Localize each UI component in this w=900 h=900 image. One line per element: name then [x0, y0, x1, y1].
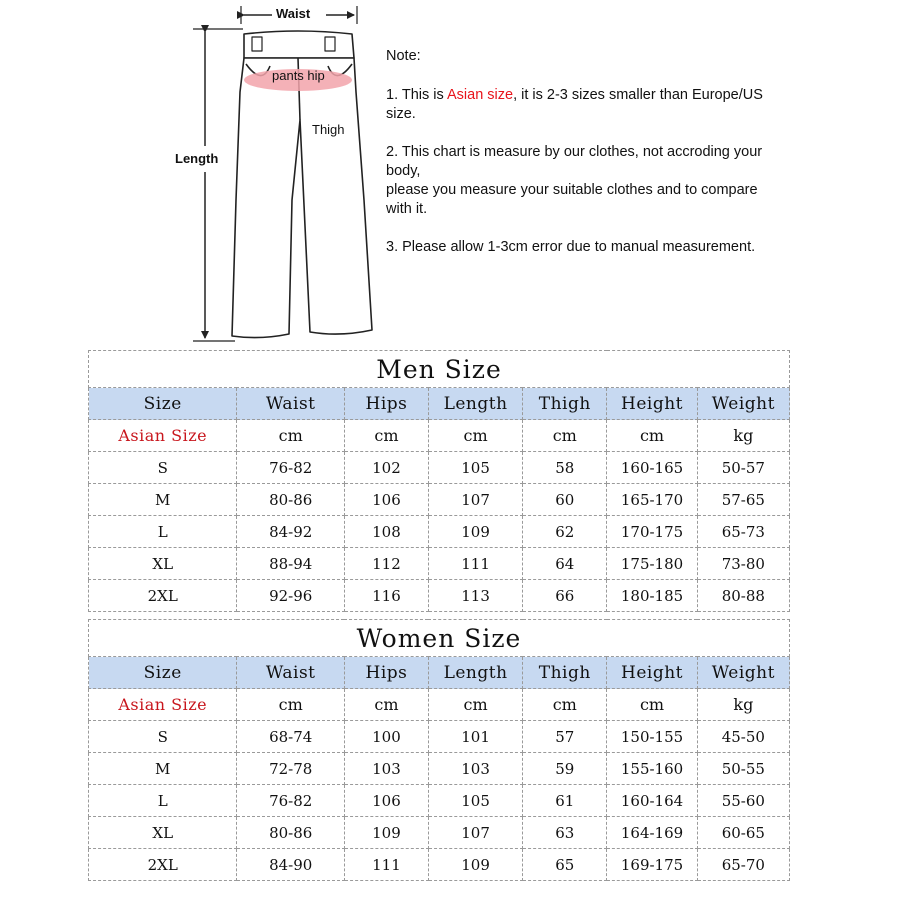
value-cell: 76-82: [237, 452, 345, 484]
value-cell: 50-57: [697, 452, 789, 484]
value-cell: 112: [344, 548, 428, 580]
note-2-text-cont: please you measure your suitable clothes and to compare with it.: [386, 182, 758, 217]
table-row: [89, 721, 790, 753]
column-header: Size: [89, 657, 237, 689]
unit-row: [89, 420, 790, 452]
unit-cell: cm: [344, 420, 428, 452]
value-cell: 160-165: [607, 452, 697, 484]
unit-cell: cm: [237, 420, 345, 452]
value-cell: 180-185: [607, 580, 697, 612]
women-size-table: [88, 619, 790, 881]
column-header: Thigh: [523, 388, 607, 420]
column-header: Waist: [237, 388, 345, 420]
value-cell: 50-55: [697, 753, 789, 785]
table-row: [89, 753, 790, 785]
value-cell: 88-94: [237, 548, 345, 580]
column-header: Length: [428, 388, 522, 420]
column-header: Waist: [237, 657, 345, 689]
value-cell: 45-50: [697, 721, 789, 753]
pants-diagram: [0, 0, 380, 350]
value-cell: 169-175: [607, 849, 697, 881]
note-1-asian-size: Asian size: [446, 87, 514, 103]
value-cell: 105: [428, 452, 522, 484]
unit-cell: cm: [607, 689, 697, 721]
table-row: [89, 484, 790, 516]
value-cell: 57-65: [697, 484, 789, 516]
value-cell: 61: [523, 785, 607, 817]
size-cell: 2XL: [89, 580, 237, 612]
column-header: Height: [607, 657, 697, 689]
column-header: Height: [607, 388, 697, 420]
value-cell: 106: [344, 785, 428, 817]
waist-label: Waist: [276, 6, 311, 21]
value-cell: 111: [428, 548, 522, 580]
table-row: [89, 580, 790, 612]
column-header: Length: [428, 657, 522, 689]
unit-cell: kg: [697, 420, 789, 452]
header-row: [89, 657, 790, 689]
value-cell: 109: [428, 849, 522, 881]
value-cell: 101: [428, 721, 522, 753]
column-header: Hips: [344, 657, 428, 689]
value-cell: 80-86: [237, 817, 345, 849]
value-cell: 65-70: [697, 849, 789, 881]
value-cell: 84-92: [237, 516, 345, 548]
value-cell: 103: [344, 753, 428, 785]
value-cell: 59: [523, 753, 607, 785]
note-1-text-end: , it is 2-3 sizes smaller than Europe/US size.: [386, 87, 763, 122]
column-header: Hips: [344, 388, 428, 420]
value-cell: 113: [428, 580, 522, 612]
value-cell: 62: [523, 516, 607, 548]
size-cell: XL: [89, 548, 237, 580]
value-cell: 55-60: [697, 785, 789, 817]
table-row: [89, 548, 790, 580]
value-cell: 164-169: [607, 817, 697, 849]
note-3: 3. Please allow 1-3cm error due to manual measurement.: [386, 239, 756, 255]
men-table-title: Men Size: [89, 351, 790, 388]
value-cell: 150-155: [607, 721, 697, 753]
value-cell: 107: [428, 484, 522, 516]
asian-size-label: Asian Size: [89, 689, 237, 721]
value-cell: 100: [344, 721, 428, 753]
value-cell: 76-82: [237, 785, 345, 817]
note-2: [386, 143, 766, 219]
value-cell: 84-90: [237, 849, 345, 881]
size-cell: L: [89, 785, 237, 817]
value-cell: 72-78: [237, 753, 345, 785]
size-cell: S: [89, 721, 237, 753]
value-cell: 57: [523, 721, 607, 753]
value-cell: 80-86: [237, 484, 345, 516]
value-cell: 65: [523, 849, 607, 881]
value-cell: 66: [523, 580, 607, 612]
value-cell: 65-73: [697, 516, 789, 548]
unit-cell: cm: [237, 689, 345, 721]
unit-cell: cm: [428, 689, 522, 721]
value-cell: 155-160: [607, 753, 697, 785]
men-size-table: [88, 350, 790, 612]
unit-cell: cm: [344, 689, 428, 721]
value-cell: 175-180: [607, 548, 697, 580]
value-cell: 108: [344, 516, 428, 548]
value-cell: 160-164: [607, 785, 697, 817]
value-cell: 170-175: [607, 516, 697, 548]
value-cell: 103: [428, 753, 522, 785]
unit-cell: cm: [523, 420, 607, 452]
column-header: Size: [89, 388, 237, 420]
size-cell: L: [89, 516, 237, 548]
unit-cell: kg: [697, 689, 789, 721]
size-cell: 2XL: [89, 849, 237, 881]
column-header: Weight: [697, 657, 789, 689]
women-table-title: Women Size: [89, 620, 790, 657]
note-2-text: 2. This chart is measure by our clothes, not accroding your body,: [386, 144, 763, 179]
size-cell: M: [89, 484, 237, 516]
value-cell: 107: [428, 817, 522, 849]
value-cell: 58: [523, 452, 607, 484]
size-cell: M: [89, 753, 237, 785]
value-cell: 80-88: [697, 580, 789, 612]
unit-cell: cm: [523, 689, 607, 721]
asian-size-label: Asian Size: [89, 420, 237, 452]
value-cell: 92-96: [237, 580, 345, 612]
value-cell: 106: [344, 484, 428, 516]
notes-title: Note:: [386, 48, 421, 64]
value-cell: 102: [344, 452, 428, 484]
value-cell: 165-170: [607, 484, 697, 516]
unit-cell: cm: [428, 420, 522, 452]
unit-row: [89, 689, 790, 721]
pants-hip-label: pants hip: [272, 68, 325, 83]
value-cell: 64: [523, 548, 607, 580]
value-cell: 116: [344, 580, 428, 612]
thigh-label: Thigh: [312, 122, 345, 137]
notes-block: [386, 47, 766, 276]
table-row: [89, 817, 790, 849]
value-cell: 68-74: [237, 721, 345, 753]
header-row: [89, 388, 790, 420]
table-row: [89, 785, 790, 817]
column-header: Thigh: [523, 657, 607, 689]
table-row: [89, 452, 790, 484]
table-row: [89, 516, 790, 548]
value-cell: 63: [523, 817, 607, 849]
value-cell: 105: [428, 785, 522, 817]
value-cell: 60: [523, 484, 607, 516]
value-cell: 73-80: [697, 548, 789, 580]
size-cell: XL: [89, 817, 237, 849]
note-1-text: 1. This is: [386, 87, 447, 103]
note-1: [386, 86, 766, 124]
value-cell: 111: [344, 849, 428, 881]
value-cell: 60-65: [697, 817, 789, 849]
size-cell: S: [89, 452, 237, 484]
table-row: [89, 849, 790, 881]
value-cell: 109: [344, 817, 428, 849]
length-label: Length: [175, 151, 219, 166]
value-cell: 109: [428, 516, 522, 548]
column-header: Weight: [697, 388, 789, 420]
unit-cell: cm: [607, 420, 697, 452]
